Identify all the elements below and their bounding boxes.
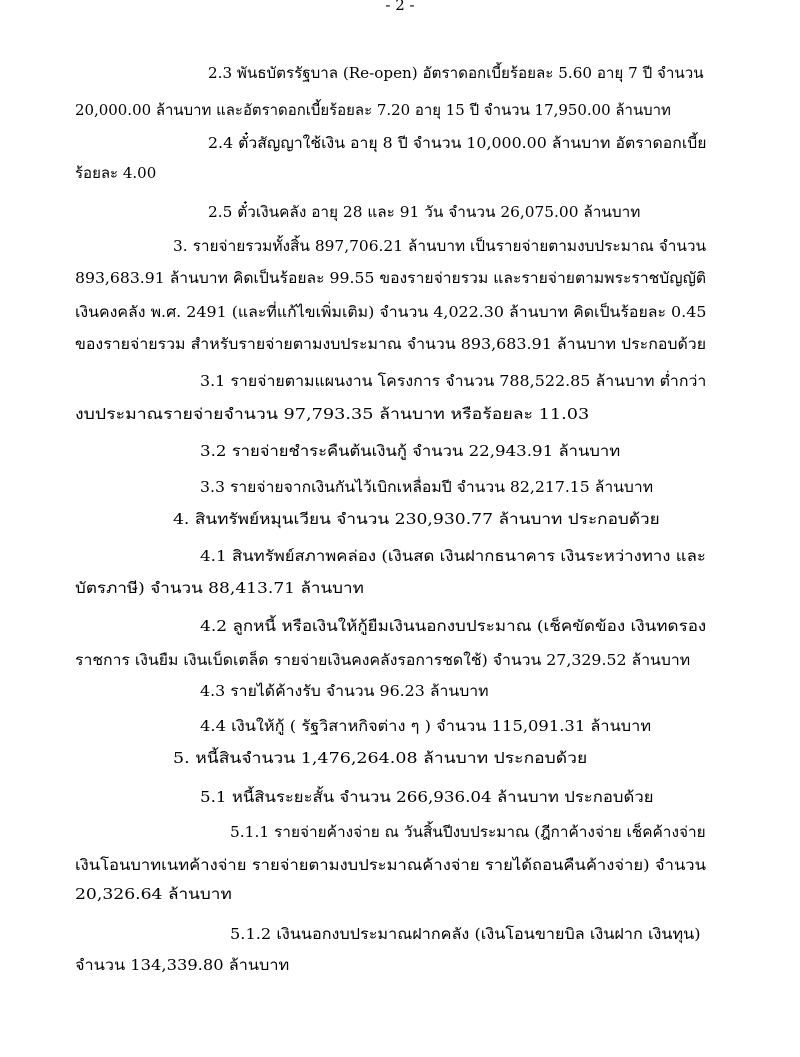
text-line-11: งบประมาณรายจ่ายจำนวน 97,793.35 ล้านบาท หรือร้อยละ 11.03 (75, 405, 590, 423)
text-line-14: 4. สินทรัพย์หมุนเวียน จำนวน 230,930.77 ล้านบาท ประกอบด้วย (173, 510, 660, 528)
text-line-27: จำนวน 134,339.80 ล้านบาท (75, 956, 290, 974)
text-line-10: 3.1 รายจ่ายตามแผนงาน โครงการ จำนวน 788,522.85 ล้านบาท ต่ำกว่า (200, 372, 707, 390)
text-line-7: 893,683.91 ล้านบาท คิดเป็นร้อยละ 99.55 ของรายจ่ายรวม และรายจ่ายตามพระราชบัญญัติ (75, 269, 707, 287)
text-line-16: บัตรภาษี) จำนวน 88,413.71 ล้านบาท (75, 579, 364, 597)
text-line-15: 4.1 สินทรัพย์สภาพคล่อง (เงินสด เงินฝากธนาคาร เงินระหว่างทาง และ (200, 547, 706, 565)
text-line-21: 5. หนี้สินจำนวน 1,476,264.08 ล้านบาท ประกอบด้วย (173, 749, 588, 767)
text-line-26: 5.1.2 เงินนอกงบประมาณฝากคลัง (เงินโอนขายบิล เงินฝาก เงินทุน) (230, 925, 701, 943)
text-line-24: เงินโอนบาทเนทค้างจ่าย รายจ่ายตามงบประมาณค้างจ่าย รายได้ถอนคืนค้างจ่าย) จำนวน (75, 856, 706, 874)
text-line-9: ของรายจ่ายรวม สำหรับรายจ่ายตามงบประมาณ จำนวน 893,683.91 ล้านบาท ประกอบด้วย (75, 335, 707, 353)
page-number: - 2 - (385, 0, 415, 14)
text-line-4: ร้อยละ 4.00 (75, 164, 157, 182)
text-line-23: 5.1.1 รายจ่ายค้างจ่าย ณ วันสิ้นปีงบประมาณ (ฎีกาค้างจ่าย เช็คค้างจ่าย (230, 823, 706, 841)
text-line-20: 4.4 เงินให้กู้ ( รัฐวิสาหกิจต่าง ๆ ) จำนวน 115,091.31 ล้านบาท (200, 717, 652, 735)
text-line-5: 2.5 ตั๋วเงินคลัง อายุ 28 และ 91 วัน จำนวน 26,075.00 ล้านบาท (208, 203, 641, 221)
text-line-25: 20,326.64 ล้านบาท (75, 885, 232, 903)
text-line-19: 4.3 รายได้ค้างรับ จำนวน 96.23 ล้านบาท (200, 682, 489, 700)
text-line-18: ราชการ เงินยืม เงินเบ็ดเตล็ด รายจ่ายเงินคงคลังรอการชดใช้) จำนวน 27,329.52 ล้านบาท (75, 651, 691, 669)
text-line-13: 3.3 รายจ่ายจากเงินกันไว้เบิกเหลื่อมปี จำนวน 82,217.15 ล้านบาท (200, 478, 654, 496)
text-line-2: 20,000.00 ล้านบาท และอัตราดอกเบี้ยร้อยละ 7.20 อายุ 15 ปี จำนวน 17,950.00 ล้านบาท (75, 101, 671, 119)
text-line-1: 2.3 พันธบัตรรัฐบาล (Re-open) อัตราดอกเบี้ยร้อยละ 5.60 อายุ 7 ปี จำนวน (208, 64, 704, 82)
text-line-8: เงินคงคลัง พ.ศ. 2491 (และที่แก้ไขเพิ่มเติม) จำนวน 4,022.30 ล้านบาท คิดเป็นร้อยละ 0.45 (75, 303, 707, 321)
text-line-22: 5.1 หนี้สินระยะสั้น จำนวน 266,936.04 ล้านบาท ประกอบด้วย (200, 788, 654, 806)
text-line-12: 3.2 รายจ่ายชำระคืนต้นเงินกู้ จำนวน 22,943.91 ล้านบาท (200, 442, 621, 460)
text-line-3: 2.4 ตั๋วสัญญาใช้เงิน อายุ 8 ปี จำนวน 10,000.00 ล้านบาท อัตราดอกเบี้ย (208, 134, 707, 152)
text-line-17: 4.2 ลูกหนี้ หรือเงินให้กู้ยืมเงินนอกงบประมาณ (เช็คขัดข้อง เงินทดรอง (200, 617, 707, 635)
text-line-6: 3. รายจ่ายรวมทั้งสิ้น 897,706.21 ล้านบาท เป็นรายจ่ายตามงบประมาณ จำนวน (173, 237, 707, 255)
